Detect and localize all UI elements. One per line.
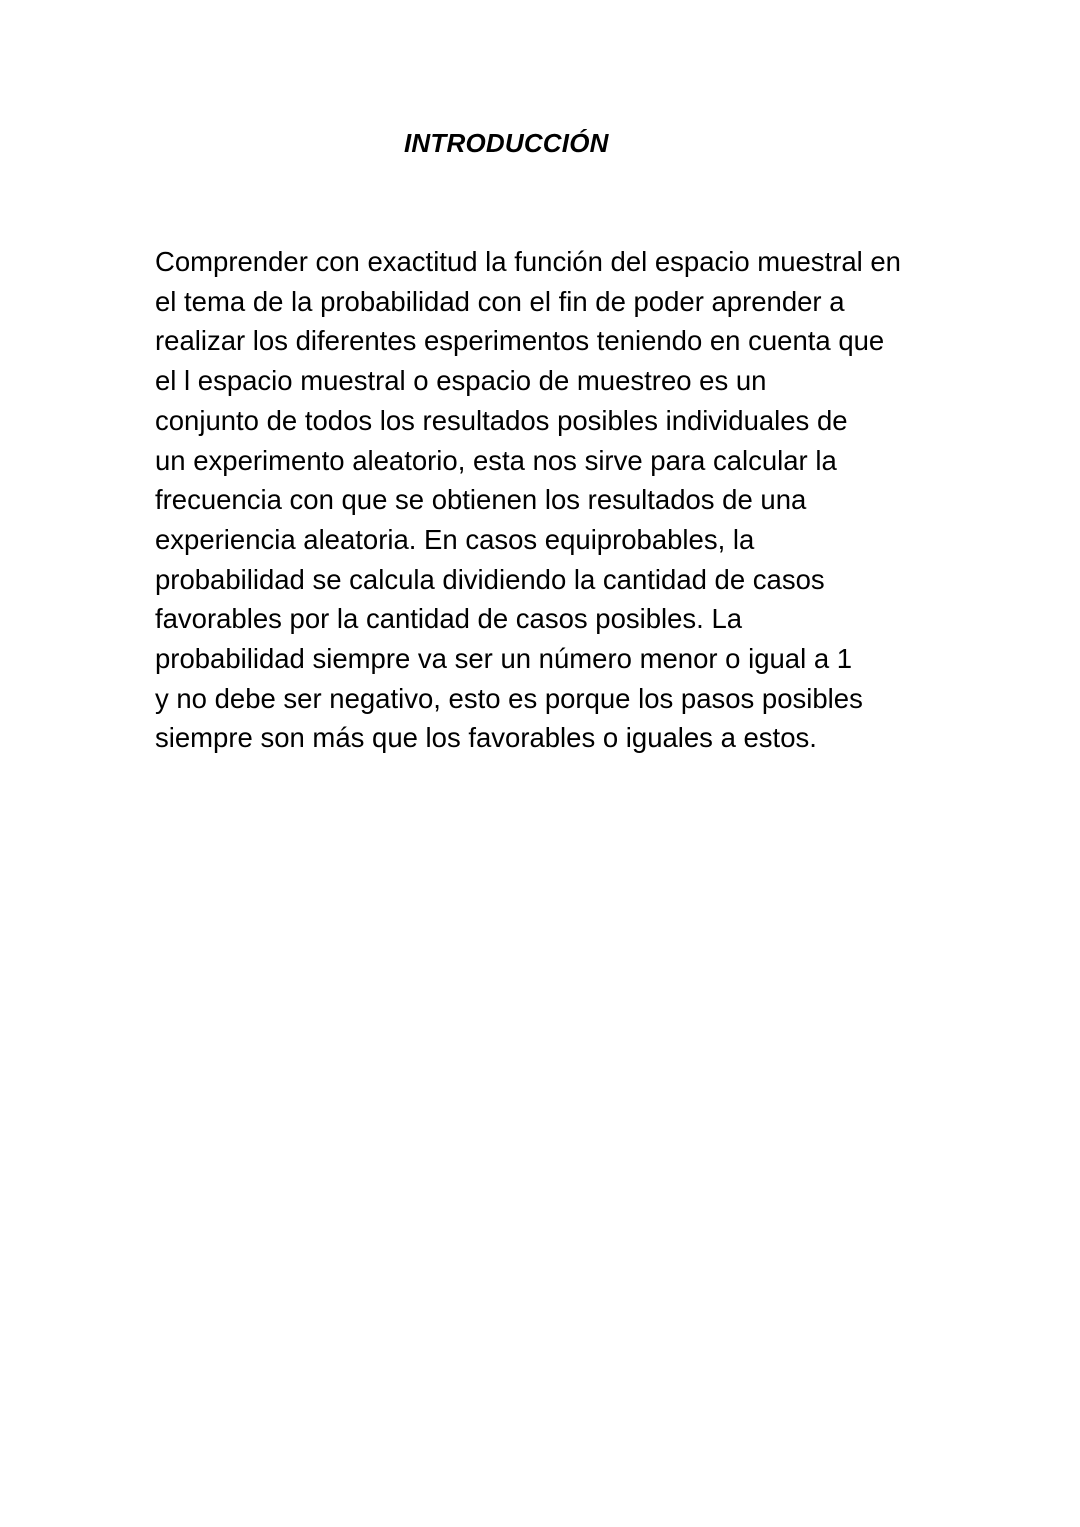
- paragraph-line: realizar los diferentes esperimentos teniendo en cuenta que: [155, 325, 885, 357]
- paragraph-line: frecuencia con que se obtienen los resultados de una: [155, 484, 807, 516]
- paragraph-line: probabilidad se calcula dividiendo la cantidad de casos: [155, 563, 825, 595]
- paragraph-line: conjunto de todos los resultados posibles individuales de: [155, 404, 848, 436]
- paragraph-line: experiencia aleatoria. En casos equiprobables, la: [155, 523, 755, 555]
- paragraph-line: el l espacio muestral o espacio de muestreo es un: [155, 365, 767, 397]
- paragraph-line: y no debe ser negativo, esto es porque los pasos posibles: [155, 682, 863, 714]
- paragraph-line: probabilidad siempre va ser un número menor o igual a 1: [155, 643, 853, 675]
- paragraph-line: Comprender con exactitud la función del espacio muestral en: [155, 246, 901, 277]
- introduction-paragraph: [155, 242, 935, 758]
- page-title: INTRODUCCIÓN: [404, 128, 609, 158]
- paragraph-line: el tema de la probabilidad con el fin de poder aprender a: [155, 285, 845, 317]
- paragraph-line: un experimento aleatorio, esta nos sirve para calcular la: [155, 444, 837, 476]
- paragraph-line: favorables por la cantidad de casos posibles. La: [155, 603, 743, 635]
- paragraph-line: siempre son más que los favorables o iguales a estos.: [155, 722, 817, 754]
